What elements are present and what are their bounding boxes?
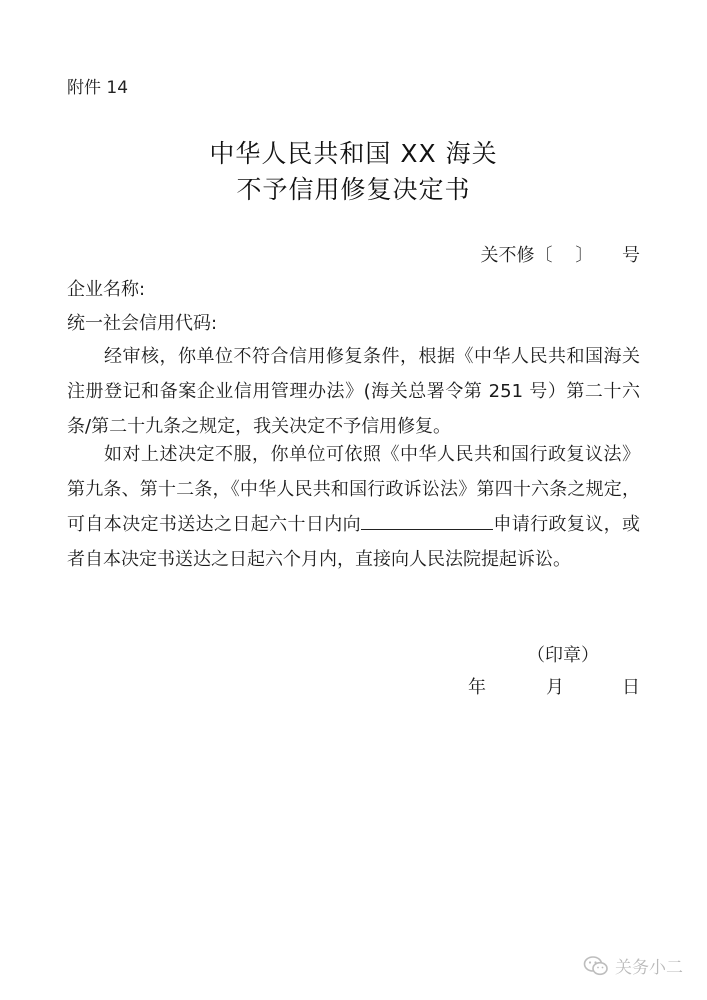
document-title-line1: 中华人民共和国 XX 海关 xyxy=(209,139,498,168)
appeal-text-after-blank: 申请行政复议，或者自本决定书送达之日起六个月内，直接向人民法院提起诉讼。 xyxy=(67,514,640,570)
appeal-text-before-blank: 如对上述决定不服，你单位可依照《中华人民共和国行政复议法》第九条、第十二条，《中华人民共和国行政诉讼法》第四十六条之规定，可自本决定书送达之日起六十日内向 xyxy=(67,444,640,535)
document-number: 关不修〔 〕 号 xyxy=(480,245,640,266)
watermark-text: 关务小二 xyxy=(615,958,683,978)
company-name-label: 企业名称: xyxy=(67,279,146,300)
watermark xyxy=(583,953,683,978)
wechat-icon xyxy=(583,955,609,977)
credit-code-label: 统一社会信用代码: xyxy=(67,313,218,334)
date-month-label: 月 xyxy=(546,677,564,698)
review-authority-blank xyxy=(361,511,493,530)
decision-paragraph: 经审核，你单位不符合信用修复条件，根据《中华人民共和国海关注册登记和备案企业信用管理办法》(海关总署令第 251 号）第二十六条/第二十九条之规定，我关决定不予信用修复。 xyxy=(67,346,640,437)
attachment-label: 附件 14 xyxy=(67,78,129,98)
document-title-line2: 不予信用修复决定书 xyxy=(236,175,471,204)
seal-label: （印章） xyxy=(527,645,599,666)
appeal-paragraph xyxy=(67,437,640,577)
date-day-label: 日 xyxy=(622,677,640,698)
date-year-label: 年 xyxy=(468,677,486,698)
